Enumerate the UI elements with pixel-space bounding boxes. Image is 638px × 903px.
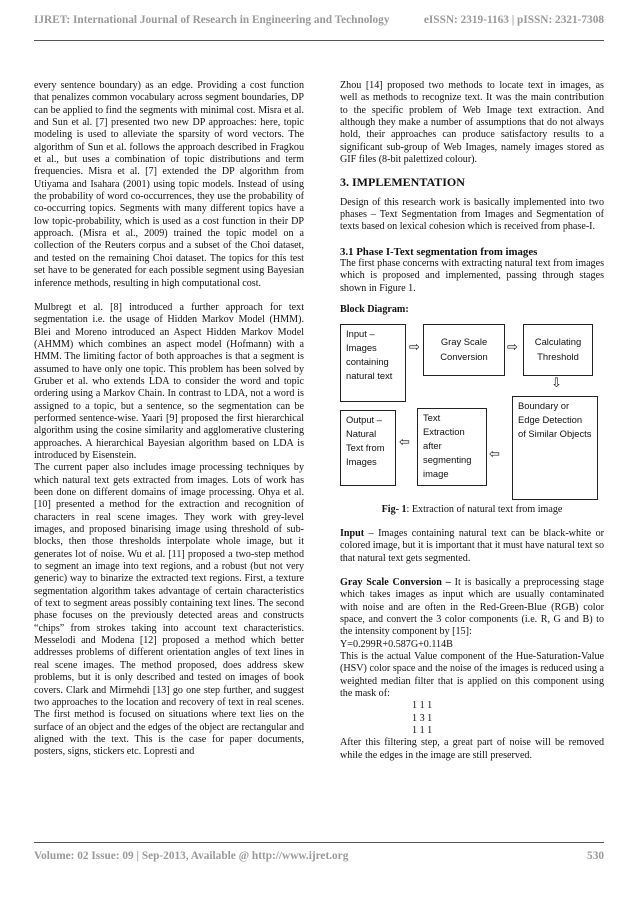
arrow-right-icon: ⇨: [409, 339, 420, 355]
volume-info: Volume: 02 Issue: 09 | Sep-2013, Available @ http://www.ijret.org: [34, 850, 349, 862]
threshold-box: Calculating Threshold: [523, 324, 593, 376]
paragraph: [340, 528, 604, 565]
boundary-detection-box: Boundary or Edge Detection of Similar Objects: [512, 396, 598, 500]
arrow-right-icon: ⇨: [507, 339, 518, 355]
figure-caption-text: : Extraction of natural text from image: [406, 503, 563, 515]
mask-row: 1 1 1: [412, 725, 433, 736]
output-box: Output – Natural Text from Images: [340, 410, 396, 486]
page-header: [34, 14, 604, 26]
footer-rule: [34, 842, 604, 843]
paragraph: Zhou [14] proposed two methods to locate text in images, as well as methods to recognize text. It was the main contribution to the specific problem of Web Image text extraction. And although they make a number of assumptions that do not always hold, their approaches can produce satisfactory results to a significant sub-group of Web Images, namely images stored as GIF files (8-bit palettized colour).: [340, 80, 604, 166]
term-grayscale: Gray Scale Conversion –: [340, 576, 451, 588]
input-box: Input – Images containing natural text: [340, 324, 406, 402]
term-description: It is basically a preprocessing stage which takes images as input which are usually contaminated with noise and are often in the Red-Green-Blue (RGB) color space, and convert the 3 color components (i.e. R, G and B) to the intensity component by [15]:: [340, 576, 604, 638]
paragraph: Mulbregt et al. [8] introduced a further approach for text segmentation i.e. the usage of Hidden Markov Model (HMM). Blei and Moreno introduced an Aspect Hidden Markov Model (AHMM) which combines an aspect model (Hofmann) with a HMM. The limiting factor of both approaches is that a segment is assumed to have only one topic. This problem has been solved by Gruber et al. who extends LDA to consider the word and topic ordering using a Markov Chain. In contrast to LDA, not a word is assigned to a topic, but a sentence, so the segmentation can be performed sentence-wise. Yaari [9] proposed the first hierarchical algorithm using the cosine similarity and agglomerative clustering approaches. A hierarchical Bayesian algorithm based on LDA is introduced by Eisenstein.: [34, 301, 304, 461]
page-number: 530: [587, 850, 604, 862]
block-diagram: [340, 324, 604, 502]
paragraph: After this filtering step, a great part of noise will be removed while the edges in the image are still preserved.: [340, 737, 604, 761]
left-column: [34, 80, 304, 759]
section-heading: 3. IMPLEMENTATION: [340, 175, 465, 190]
journal-title: IJRET: International Journal of Research in Engineering and Technology: [34, 14, 390, 26]
paragraph: This is the actual Value component of the Hue-Saturation-Value (HSV) color space and the noise of the images is reduced using a weighted median filter that is applied on this component using the mask of:: [340, 650, 604, 699]
subsection-heading: 3.1 Phase I-Text segmentation from images: [340, 245, 538, 258]
issn-numbers: eISSN: 2319-1163 | pISSN: 2321-7308: [423, 14, 604, 26]
arrow-down-icon: ⇩: [551, 375, 562, 391]
page-footer: [34, 850, 604, 862]
paragraph: [340, 577, 604, 639]
term-description: – Images containing natural text can be black-white or colored image, but it is important that it must have natural text so that natural text gets segmented.: [340, 527, 604, 564]
figure-label: Fig- 1: [381, 503, 407, 515]
figure-caption: [340, 504, 604, 516]
right-column: [340, 80, 604, 762]
text-extraction-box: Text Extraction after segmenting image: [417, 408, 487, 486]
formula: Y=0.299R+0.587G+0.114B: [340, 638, 453, 650]
paragraph: The first phase concerns with extracting natural text from images which is proposed and implemented, passing through stages shown in Figure 1.: [340, 258, 604, 294]
paragraph: Design of this research work is basically implemented into two phases – Text Segmentation from Images and Segmentation of texts based on lexical cohesion which is received from phase-I.: [340, 196, 604, 233]
arrow-left-icon: ⇦: [399, 434, 410, 450]
header-rule: [34, 40, 604, 41]
mask-row: 1 3 1: [412, 712, 433, 724]
paragraph: The current paper also includes image processing techniques by which natural text gets extracted from images. Lots of work has been done on different domains of image processing. Ohya et al. [10] presented a method for the extraction and recognition of characters in real scene images. They work with grey-level images, and proposed binarising image using threshold of sub-blocks, then those thresholds interpolate whole image, but it generates lot of noise. Wu et al. [11] proposed a two-step method to segment an image into text regions, and a robust (but not very generic) way to binarize the extracted text regions. First, a texture segmentation algorithm takes advantage of certain characteristics of text to segment areas possibly containing text lines. The second phase focuses on the previously detected areas and constructs “chips” from strokes taking into account text characteristics. Messelodi and Modena [12] proposed a method which better addresses problems of different orientation angles of text lines in real scene images. The method proposed, does address skew problems, but it is only described and tested on images of book covers. Clark and Mirmehdi [13] go one step further, and suggest two approaches to the location and recovery of text in real scenes. The first method is focused on situations where text lies on the surface of an object and the edges of the object are rectangular and aligned with the text. This is the case for paper documents, posters, signs, stickers etc. Lopresti and: [34, 462, 304, 758]
term-input: Input: [340, 527, 365, 539]
mask-row: 1 1 1: [412, 700, 433, 712]
arrow-left-icon: ⇦: [489, 446, 500, 462]
grayscale-box: Gray Scale Conversion: [423, 324, 505, 376]
block-diagram-label: Block Diagram:: [340, 304, 409, 316]
paragraph: every sentence boundary) as an edge. Providing a cost function that penalizes common vocabulary across segment boundaries, DP can be applied to find the segments with minimal cost. Misra et al. and Sun et al. [7] presented two new DP approaches: here, topic modeling is used to alleviate the sparsity of word vectors. The algorithm of Sun et al. follows the approach described in Fragkou et al., but uses a combination of topic distributions and term frequencies. Misra et al. [7] extended the DP algorithm from Utiyama and Isahara (2001) using topic models. Instead of using the probability of word co-occurrences, they use the probability of co-occurring topics. Segments with many different topics have a low topic-probability, which is used as a cost function in their DP approach. (Misra et al., 2009) trained the topic model on a collection of the Reuters corpus and a subset of the Choi dataset, and tested on the remaining Choi dataset. The topics for this test set have to be generated for each possible segment using Bayesian inference methods, resulting in high computational cost.: [34, 80, 304, 289]
